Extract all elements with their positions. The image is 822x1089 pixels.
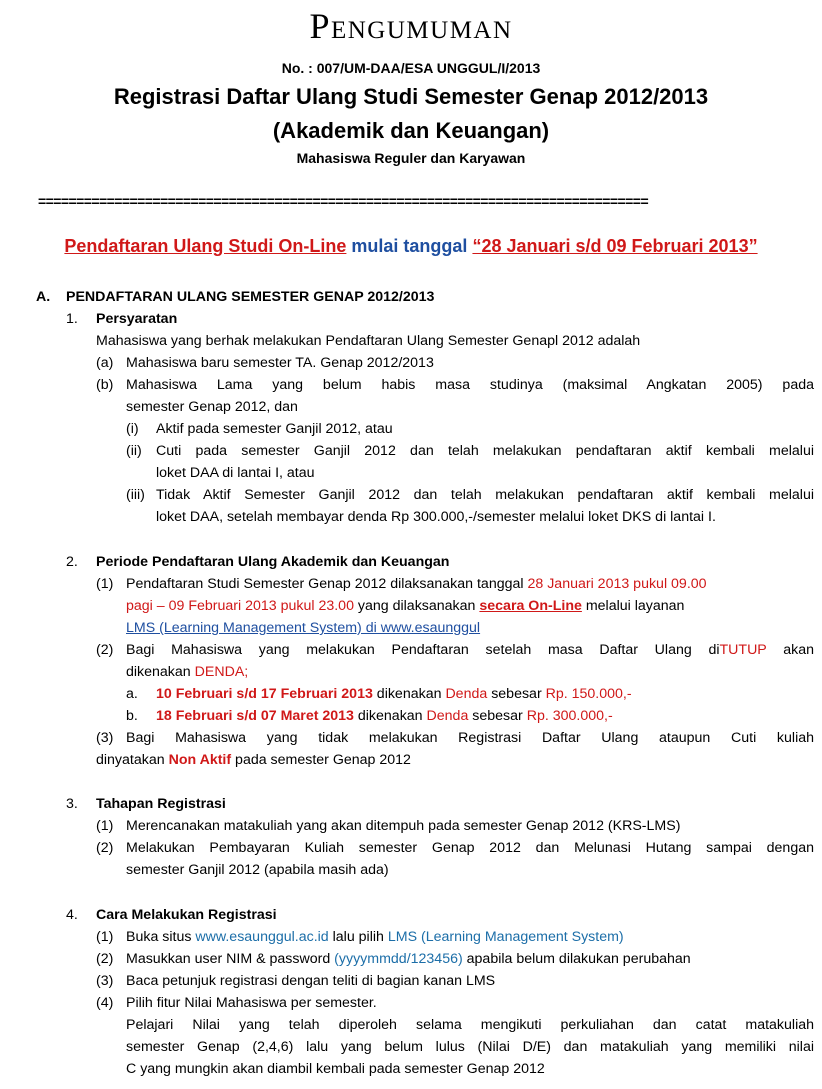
- separator-line: ================================================================================: [38, 193, 649, 209]
- s2-p1-date-start: 28 Januari 2013 pukul 09.00: [527, 576, 707, 592]
- s2-p3-label: (3): [96, 730, 114, 746]
- s2-p3-line2: [96, 749, 411, 771]
- s1-ii-text2: loket DAA di lantai I, atau: [156, 465, 315, 481]
- s4-p2-line: [126, 948, 691, 970]
- s2-b-sebesar: sebesar: [468, 708, 527, 724]
- s1-i-text: Aktif pada semester Ganjil 2012, atau: [156, 421, 393, 437]
- s4-p2-label: (2): [96, 951, 114, 967]
- s4-p2-password-format: (yyyymmdd/123456): [334, 951, 463, 967]
- headline-online: Pendaftaran Ulang Studi On-Line: [64, 236, 347, 256]
- s2-p1-date-end: pagi – 09 Februari 2013 pukul 23.00: [126, 598, 354, 614]
- s1-b-text2: semester Genap 2012, dan: [126, 399, 298, 415]
- s1-a-text: Mahasiswa baru semester TA. Genap 2012/2013: [126, 355, 434, 371]
- s2-p2-line2: [126, 661, 248, 683]
- s2-number: 2.: [66, 554, 78, 570]
- s2-p1-label: (1): [96, 576, 114, 592]
- headline-mid: mulai tanggal: [346, 236, 473, 256]
- s2-p1-line2: [126, 595, 684, 617]
- section-a-label: A.: [36, 289, 51, 305]
- s2-p1-text-f: melalui layanan: [581, 598, 685, 614]
- s1-i-label: (i): [126, 421, 139, 437]
- s4-p3-text: Baca petunjuk registrasi dengan teliti di bagian kanan LMS: [126, 973, 496, 989]
- registration-headline: [0, 236, 822, 257]
- s4-number: 4.: [66, 907, 78, 923]
- subheading: Mahasiswa Reguler dan Karyawan: [296, 150, 526, 166]
- s2-p3-text-c: pada semester Genap 2012: [231, 752, 411, 768]
- s1-b-text1: Mahasiswa Lama yang belum habis masa studinya (maksimal Angkatan 2005) pada: [126, 377, 814, 393]
- s1-iii-text1: Tidak Aktif Semester Ganjil 2012 dan telah melakukan pendaftaran aktif kembali melalui: [156, 487, 814, 503]
- esaunggul-link[interactable]: www.esaunggul.ac.id: [195, 929, 329, 945]
- s2-p2-tutup: TUTUP: [719, 642, 767, 658]
- s2-a-label: a.: [126, 686, 138, 702]
- lms-link[interactable]: LMS (Learning Management System) di www.esaunggul: [126, 620, 481, 636]
- s3-title: Tahapan Registrasi: [96, 796, 226, 812]
- s3-p2-text2: semester Ganjil 2012 (apabila masih ada): [126, 862, 389, 878]
- s2-b-mid: dikenakan: [353, 708, 427, 724]
- s2-a-sebesar: sebesar: [487, 686, 546, 702]
- s2-a-date: 10 Februari s/d 17 Februari 2013: [156, 686, 373, 702]
- page-title: Pengumuman: [309, 6, 513, 46]
- headline-dates: “28 Januari s/d 09 Februari 2013”: [472, 236, 758, 256]
- s2-p1-line3: [126, 617, 480, 639]
- s2-b-amount: Rp. 300.000,-: [526, 708, 613, 724]
- s4-p1-label: (1): [96, 929, 114, 945]
- main-heading: Registrasi Daftar Ulang Studi Semester Genap 2012/2013: [113, 84, 709, 109]
- s2-p1-line1: [126, 573, 707, 595]
- s2-p3-text-a: dinyatakan: [96, 752, 169, 768]
- s4-p4-para2: semester Genap (2,4,6) lalu yang belum lulus (Nilai D/E) dan matakuliah yang memiliki nilai: [126, 1039, 814, 1055]
- s2-p2-text-a: Bagi Mahasiswa yang melakukan Pendaftaran setelah masa Daftar Ulang di: [126, 642, 720, 658]
- s2-b-label: b.: [126, 708, 138, 724]
- s2-title: Periode Pendaftaran Ulang Akademik dan Keuangan: [96, 554, 450, 570]
- main-heading-sub: (Akademik dan Keuangan): [272, 118, 550, 143]
- s1-iii-label: (iii): [126, 487, 145, 503]
- s4-p4-para1: Pelajari Nilai yang telah diperoleh selama mengikuti perkuliahan dan catat matakuliah: [126, 1017, 814, 1033]
- s4-p3-label: (3): [96, 973, 114, 989]
- s3-number: 3.: [66, 796, 78, 812]
- s2-p1-text-d: yang dilaksanakan: [353, 598, 480, 614]
- s2-a-mid: dikenakan: [372, 686, 446, 702]
- s2-b-date: 18 Februari s/d 07 Maret 2013: [156, 708, 354, 724]
- s2-p3-text1: Bagi Mahasiswa yang tidak melakukan Registrasi Daftar Ulang ataupun Cuti kuliah: [126, 730, 814, 746]
- s2-p2-text-c: akan: [766, 642, 814, 658]
- s4-p2-text-c: apabila belum dilakukan perubahan: [462, 951, 691, 967]
- s1-a-label: (a): [96, 355, 114, 371]
- s2-p2-line1: [126, 639, 814, 661]
- announcement-number: No. : 007/UM-DAA/ESA UNGGUL/I/2013: [281, 60, 541, 76]
- s1-ii-label: (ii): [126, 443, 142, 459]
- section-a-title: PENDAFTARAN ULANG SEMESTER GENAP 2012/2013: [66, 289, 435, 305]
- s4-p2-text-a: Masukkan user NIM & password: [126, 951, 335, 967]
- s4-p4-para3: C yang mungkin akan diambil kembali pada semester Genap 2012: [126, 1061, 545, 1077]
- s2-p1-text-a: Pendaftaran Studi Semester Genap 2012 dilaksanakan tanggal: [126, 576, 528, 592]
- s3-p2-text1: Melakukan Pembayaran Kuliah semester Genap 2012 dan Melunasi Hutang sampai dengan: [126, 840, 814, 856]
- s1-number: 1.: [66, 311, 78, 327]
- s2-a-amount: Rp. 150.000,-: [545, 686, 632, 702]
- s2-a-line: [156, 683, 632, 705]
- s2-b-line: [156, 705, 613, 727]
- s3-p1-label: (1): [96, 818, 114, 834]
- s1-b-label: (b): [96, 377, 114, 393]
- s4-p4-text: Pilih fitur Nilai Mahasiswa per semester.: [126, 995, 377, 1011]
- s4-p4-label: (4): [96, 995, 114, 1011]
- s4-title: Cara Melakukan Registrasi: [96, 907, 277, 923]
- s2-p2-label: (2): [96, 642, 114, 658]
- s1-intro: Mahasiswa yang berhak melakukan Pendaftaran Ulang Semester Genapl 2012 adalah: [96, 333, 641, 349]
- s4-p1-text-c: lalu pilih: [328, 929, 388, 945]
- s4-p1-line: [126, 926, 624, 948]
- s3-p1-text: Merencanakan matakuliah yang akan ditempuh pada semester Genap 2012 (KRS-LMS): [126, 818, 681, 834]
- s4-p1-text-a: Buka situs: [126, 929, 196, 945]
- s2-p1-online: secara On-Line: [479, 598, 582, 614]
- s2-b-denda: Denda: [426, 708, 469, 724]
- s1-iii-text2: loket DAA, setelah membayar denda Rp 300.000,-/semester melalui loket DKS di lantai I.: [156, 509, 716, 525]
- s1-title: Persyaratan: [96, 311, 178, 327]
- s3-p2-label: (2): [96, 840, 114, 856]
- s2-a-denda: Denda: [445, 686, 488, 702]
- s2-p2-text-d: dikenakan: [126, 664, 195, 680]
- s1-ii-text1: Cuti pada semester Ganjil 2012 dan telah melakukan pendaftaran aktif kembali melalui: [156, 443, 814, 459]
- lms-name: LMS (Learning Management System): [387, 929, 624, 945]
- s2-p2-denda: DENDA;: [194, 664, 249, 680]
- s2-p3-nonaktif: Non Aktif: [168, 752, 232, 768]
